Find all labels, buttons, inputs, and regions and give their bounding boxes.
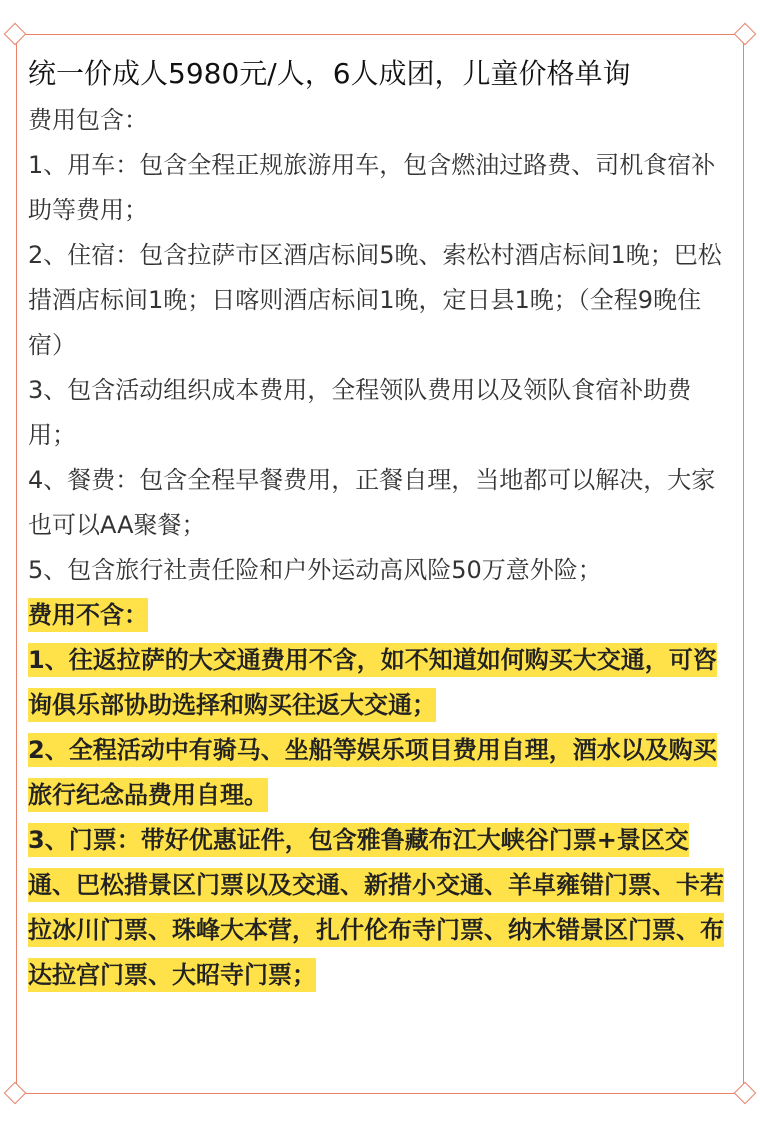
- included-item-2: 2、住宿：包含拉萨市区酒店标间5晚、索松村酒店标间1晚；巴松措酒店标间1晚；日喀则酒店标间1晚，定日县1晚；（全程9晚住宿）: [28, 241, 722, 359]
- excluded-title-row: [28, 593, 728, 638]
- excluded-item-3: 3、门票：带好优惠证件，包含雅鲁藏布江大峡谷门票+景区交通、巴松措景区门票以及交通、新措小交通、羊卓雍错门票、卡若拉冰川门票、珠峰大本营，扎什伦布寺门票、纳木错景区门票、布达拉宫门票、大昭寺门票；: [28, 823, 724, 992]
- excluded-item-1-row: [28, 638, 728, 728]
- excluded-title: 费用不含：: [28, 598, 148, 632]
- excluded-item-2: 2、全程活动中有骑马、坐船等娱乐项目费用自理，酒水以及购买旅行纪念品费用自理。: [28, 733, 717, 812]
- text-body: [28, 50, 728, 998]
- included-item-1: 1、用车：包含全程正规旅游用车，包含燃油过路费、司机食宿补助等费用；: [28, 151, 716, 224]
- included-title: 费用包含：: [28, 106, 148, 134]
- included-item-4: 4、餐费：包含全程早餐费用，正餐自理，当地都可以解决，大家也可以AA聚餐；: [28, 466, 716, 539]
- excluded-item-1: 1、往返拉萨的大交通费用不含，如不知道如何购买大交通，可咨询俱乐部协助选择和购买往返大交通；: [28, 643, 717, 722]
- included-item-5: 5、包含旅行社责任险和户外运动高风险50万意外险；: [28, 556, 602, 584]
- excluded-item-2-row: [28, 728, 728, 818]
- price-headline: 统一价成人5980元/人，6人成团，儿童价格单询: [28, 57, 631, 90]
- included-item-3: 3、包含活动组织成本费用，全程领队费用以及领队食宿补助费用；: [28, 376, 692, 449]
- excluded-item-3-row: [28, 818, 728, 998]
